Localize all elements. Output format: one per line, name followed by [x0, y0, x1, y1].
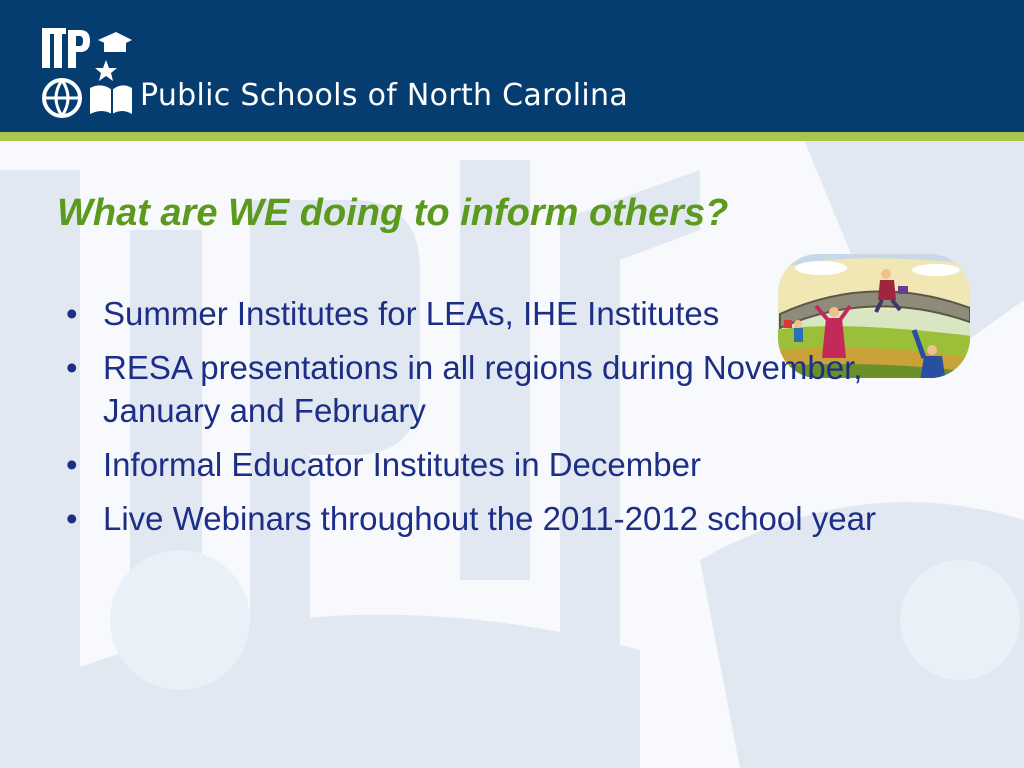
bullet-text: Informal Educator Institutes in December — [103, 446, 701, 483]
organization-name: Public Schools of North Carolina — [140, 78, 629, 113]
bullet-marker: • — [66, 349, 78, 386]
bullet-marker: • — [66, 446, 78, 483]
bullet-text: Live Webinars throughout the 2011-2012 school year — [103, 500, 876, 537]
bullet-marker: • — [66, 295, 78, 332]
header-accent-stripe — [0, 132, 1024, 141]
nc-public-schools-logo-icon — [40, 26, 132, 118]
bullet-text: RESA presentations in all regions during November, January and February — [103, 349, 863, 429]
header-band — [0, 0, 1024, 132]
list-item — [60, 292, 910, 335]
list-item — [60, 443, 910, 486]
list-item — [60, 346, 910, 432]
bullet-list — [60, 292, 910, 551]
slide-title: What are WE doing to inform others? — [57, 192, 729, 234]
bullet-text: Summer Institutes for LEAs, IHE Institutes — [103, 295, 720, 332]
list-item — [60, 497, 910, 540]
bullet-marker: • — [66, 500, 78, 537]
